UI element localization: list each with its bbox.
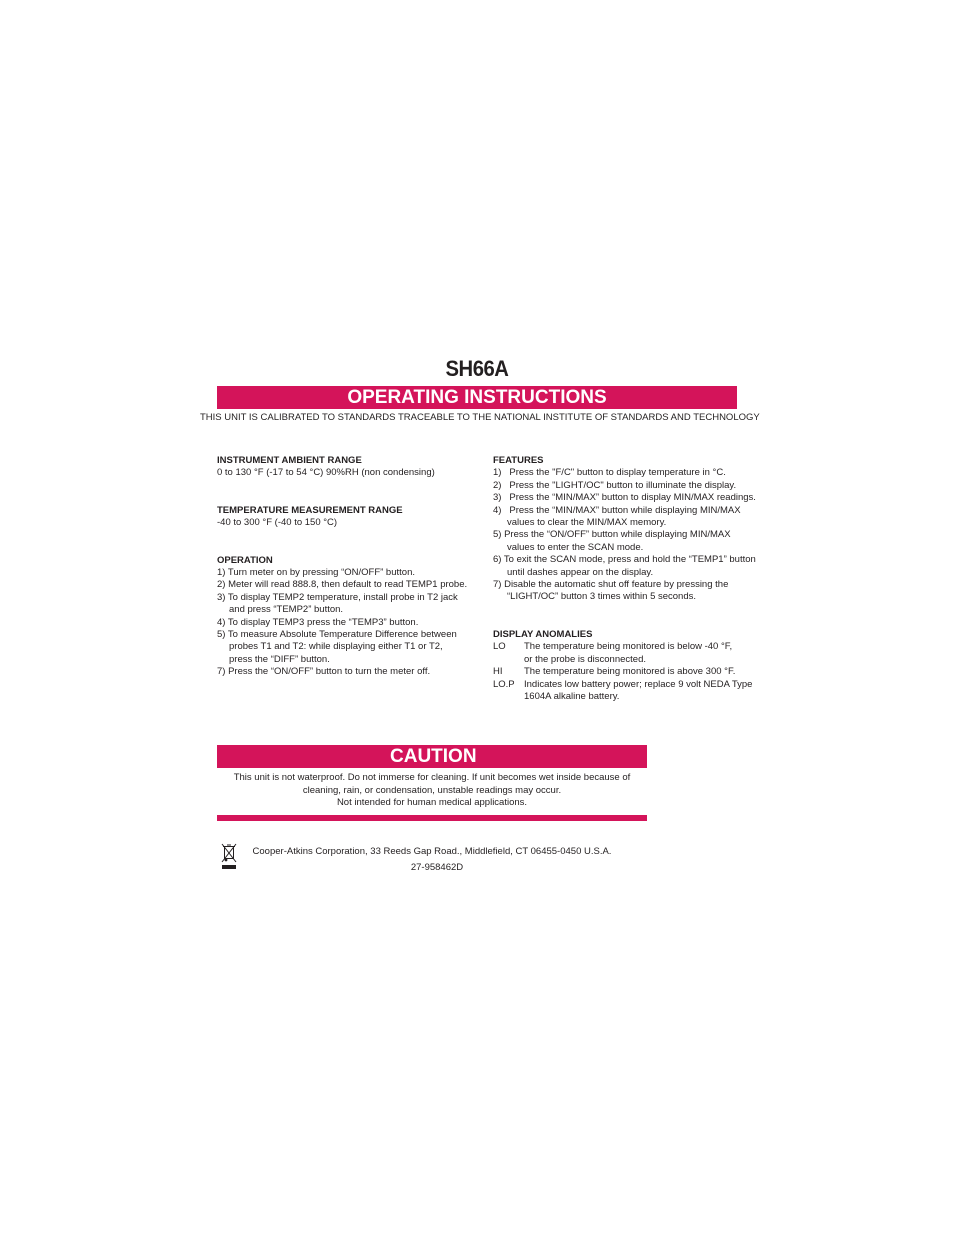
company-address: Cooper-Atkins Corporation, 33 Reeds Gap Road., Middlefield, CT 06455-0450 U.S.A. <box>252 846 612 857</box>
caution-banner-label: CAUTION <box>390 746 477 767</box>
feature-step: 5) Press the “ON/OFF” button while displaying MIN/MAX <box>493 529 731 541</box>
anomaly-description-continued: 1604A alkaline battery. <box>524 690 620 702</box>
feature-step: 1) Press the "F/C" button to display temperature in °C. <box>493 467 726 479</box>
feature-step: 4) Press the “MIN/MAX” button while displaying MIN/MAX <box>493 504 741 516</box>
model-title: SH66A <box>445 356 509 381</box>
feature-step: 7) Disable the automatic shut off feature by pressing the <box>493 579 729 591</box>
measurement-range-text: -40 to 300 °F (-40 to 150 °C) <box>217 517 338 529</box>
caution-line: This unit is not waterproof. Do not immerse for cleaning. If unit becomes wet inside because of <box>233 772 631 783</box>
caution-divider <box>217 815 647 821</box>
anomaly-code: LO <box>493 641 506 653</box>
caution-banner <box>217 745 647 768</box>
right-column <box>493 455 755 703</box>
feature-step: 6) To exit the SCAN mode, press and hold the “TEMP1” button <box>493 554 756 566</box>
anomaly-description-continued: or the probe is disconnected. <box>524 653 646 665</box>
caution-line: cleaning, rain, or condensation, unstable readings may occur. <box>302 784 562 796</box>
caution-line: Not intended for human medical applications. <box>336 797 528 809</box>
left-column <box>217 455 479 679</box>
operation-step-continued: and press “TEMP2” button. <box>229 604 344 616</box>
traceability-statement: THIS UNIT IS CALIBRATED TO STANDARDS TRACEABLE TO THE NATIONAL INSTITUTE OF STANDARDS AND TECHNOLOGY <box>200 412 760 423</box>
operation-step: 3) To display TEMP2 temperature, install probe in T2 jack <box>217 591 458 603</box>
display-anomalies-heading: DISPLAY ANOMALIES <box>493 628 593 640</box>
anomaly-item <box>493 641 755 653</box>
operation-step: 1) Turn meter on by pressing “ON/OFF” button. <box>217 567 415 579</box>
anomaly-item <box>493 666 755 678</box>
operation-heading: OPERATION <box>217 554 273 566</box>
features-heading: FEATURES <box>493 455 544 466</box>
feature-step-continued: values to enter the SCAN mode. <box>507 541 644 553</box>
anomaly-item <box>493 679 755 691</box>
anomaly-description: Indicates low battery power; replace 9 volt NEDA Type <box>524 678 753 690</box>
anomaly-description: The temperature being monitored is below -40 °F, <box>524 641 733 653</box>
feature-step-continued: “LIGHT/OC” button 3 times within 5 seconds. <box>507 591 697 603</box>
operation-step: 4) To display TEMP3 press the “TEMP3” button. <box>217 616 419 628</box>
operation-step: 5) To measure Absolute Temperature Difference between <box>217 629 457 641</box>
ambient-range-text: 0 to 130 °F (-17 to 54 °C) 90%RH (non condensing) <box>217 467 435 479</box>
anomaly-description: The temperature being monitored is above 300 °F. <box>524 666 736 678</box>
operation-step-continued: press the “DIFF” button. <box>229 653 330 665</box>
ambient-range-heading: INSTRUMENT AMBIENT RANGE <box>217 455 362 466</box>
anomaly-code: LO.P <box>493 678 515 690</box>
operation-step-continued: probes T1 and T2: while displaying either T1 or T2, <box>229 641 443 653</box>
feature-step: 2) Press the "LIGHT/OC" button to illuminate the display. <box>493 479 737 491</box>
feature-step: 3) Press the “MIN/MAX” button to display MIN/MAX readings. <box>493 492 756 504</box>
caution-text <box>217 772 647 810</box>
anomaly-code: HI <box>493 666 503 678</box>
measurement-range-heading: TEMPERATURE MEASUREMENT RANGE <box>217 504 403 516</box>
feature-step-continued: values to clear the MIN/MAX memory. <box>507 517 667 529</box>
part-number: 27-958462D <box>410 862 464 873</box>
operation-step: 7) Press the “ON/OFF” button to turn the meter off. <box>217 666 431 678</box>
operation-step: 2) Meter will read 888.8, then default to read TEMP1 probe. <box>217 579 468 591</box>
feature-step-continued: until dashes appear on the display. <box>507 566 654 578</box>
operating-instructions-banner: OPERATING INSTRUCTIONS <box>217 386 737 409</box>
